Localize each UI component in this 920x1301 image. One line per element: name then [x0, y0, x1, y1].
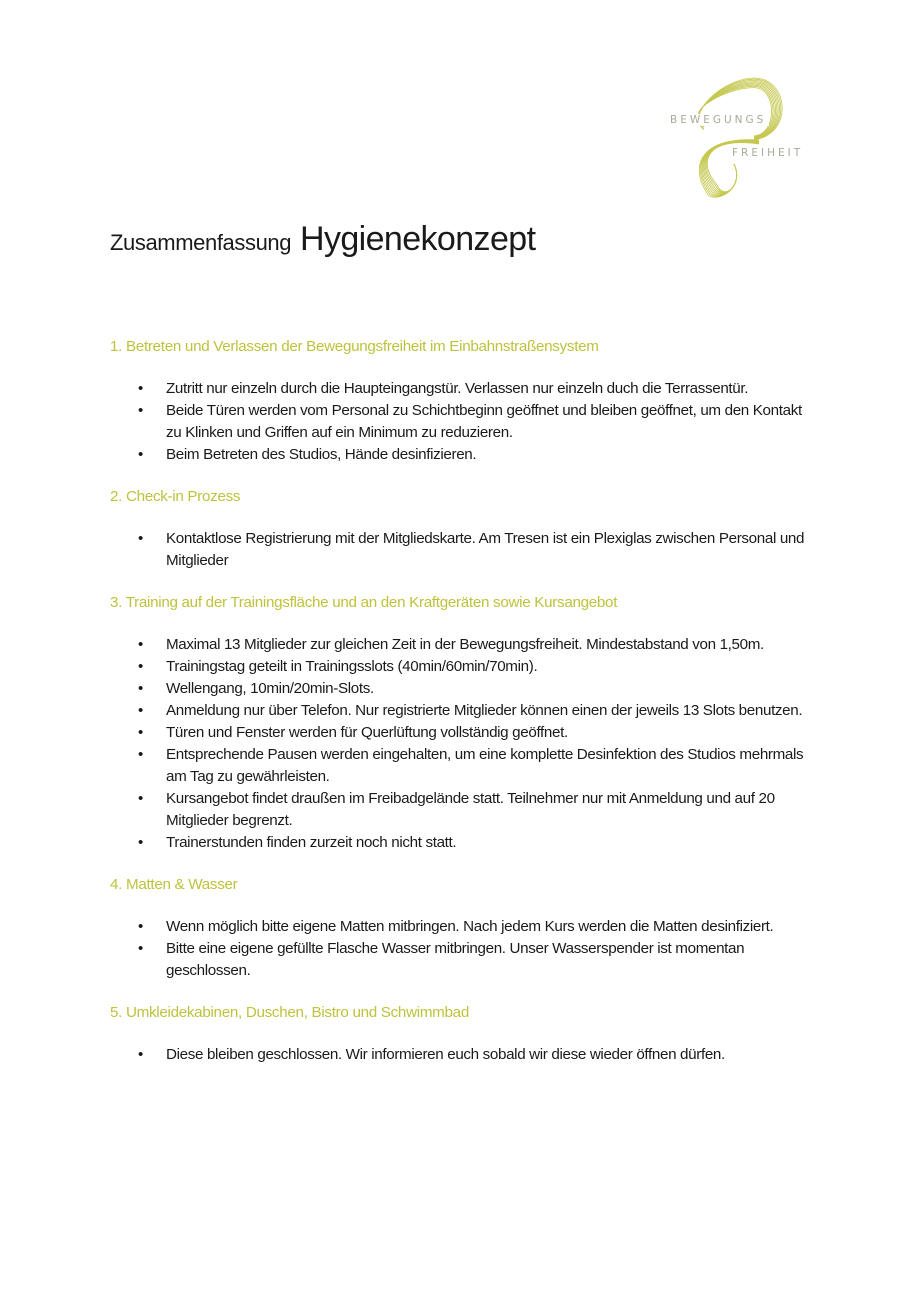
list-item: • Kontaktlose Registrierung mit der Mitgliedskarte. Am Tresen ist ein Plexiglas zwischen Personal und Mitglieder	[110, 528, 820, 572]
section-heading: 5. Umkleidekabinen, Duschen, Bistro und Schwimmbad	[110, 1004, 469, 1021]
bullet-list	[110, 528, 820, 572]
list-item: • Entsprechende Pausen werden eingehalten, um eine komplette Desinfektion des Studios mehrmals am Tag zu gewährleisten.	[110, 744, 820, 788]
list-item: • Diese bleiben geschlossen. Wir informieren euch sobald wir diese wieder öffnen dürfen.	[110, 1044, 820, 1066]
logo-swirl-graphic	[664, 74, 804, 202]
bullet-list	[110, 378, 820, 466]
list-item: • Wellengang, 10min/20min-Slots.	[110, 678, 820, 700]
section-heading: 2. Check-in Prozess	[110, 488, 241, 505]
list-item: • Anmeldung nur über Telefon. Nur registrierte Mitglieder können einen der jeweils 13 Slots benutzen.	[110, 700, 820, 722]
list-item: • Türen und Fenster werden für Querlüftung vollständig geöffnet.	[110, 722, 820, 744]
section-heading: 3. Training auf der Trainingsfläche und an den Kraftgeräten sowie Kursangebot	[110, 594, 618, 611]
logo-text-bottom: FREIHEIT	[729, 147, 806, 159]
logo-text-top: BEWEGUNGS	[667, 114, 769, 126]
list-item: • Beide Türen werden vom Personal zu Schichtbeginn geöffnet und bleiben geöffnet, um den Kontakt zu Klinken und Griffen auf ein Minimum zu reduzieren.	[110, 400, 820, 444]
bullet-list	[110, 634, 820, 854]
bullet-list	[110, 1044, 820, 1066]
document-body	[110, 336, 820, 1086]
list-item: • Kursangebot findet draußen im Freibadgelände statt. Teilnehmer nur mit Anmeldung und auf 20 Mitglieder begrenzt.	[110, 788, 820, 832]
list-item: • Beim Betreten des Studios, Hände desinfizieren.	[110, 444, 820, 466]
brand-logo	[664, 74, 804, 202]
list-item: • Wenn möglich bitte eigene Matten mitbringen. Nach jedem Kurs werden die Matten desinfiziert.	[110, 916, 820, 938]
list-item: • Trainingstag geteilt in Trainingsslots (40min/60min/70min).	[110, 656, 820, 678]
list-item: • Trainerstunden finden zurzeit noch nicht statt.	[110, 832, 820, 854]
list-item: • Bitte eine eigene gefüllte Flasche Wasser mitbringen. Unser Wasserspender ist momentan geschlossen.	[110, 938, 820, 982]
bullet-list	[110, 916, 820, 982]
list-item: • Maximal 13 Mitglieder zur gleichen Zeit in der Bewegungsfreiheit. Mindestabstand von 1,50m.	[110, 634, 820, 656]
title-main: Hygienekonzept	[299, 220, 536, 258]
section-heading: 1. Betreten und Verlassen der Bewegungsfreiheit im Einbahnstraßensystem	[110, 338, 599, 355]
title-prefix: Zusammenfassung	[110, 230, 292, 255]
list-item: • Zutritt nur einzeln durch die Haupteingangstür. Verlassen nur einzeln duch die Terrassentür.	[110, 378, 820, 400]
section-heading: 4. Matten & Wasser	[110, 876, 238, 893]
page-title	[110, 220, 535, 259]
